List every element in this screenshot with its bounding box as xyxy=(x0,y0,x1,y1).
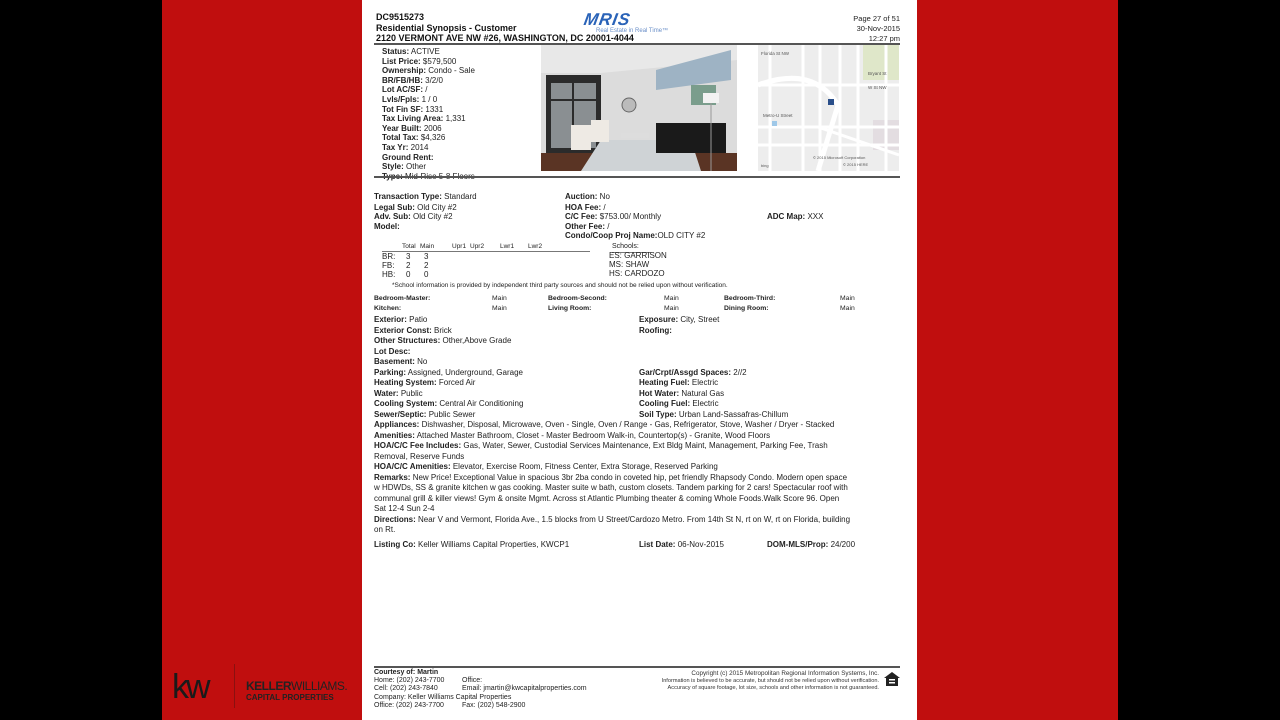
rooms-col-header: Main xyxy=(420,243,435,250)
room-level-value: Main xyxy=(664,304,679,312)
school-item: MS: SHAW xyxy=(609,260,650,269)
school-item: ES: GARRISON xyxy=(609,251,667,260)
property-photo[interactable] xyxy=(541,45,737,171)
svg-text:bing: bing xyxy=(761,163,769,168)
list-date: List Date: 06-Nov-2015 xyxy=(639,540,724,549)
room-level-label: Living Room: xyxy=(548,304,592,312)
brand-subtitle: CAPITAL PROPERTIES xyxy=(246,693,334,702)
rooms-table-row xyxy=(382,270,572,279)
long-field-hoa-includes: HOA/C/C Fee Includes: Gas, Water, Sewer, Custodial Services Maintenance, Ext Bldg Maint, Management, Parking Fee, Trash Removal, Reserve Funds xyxy=(374,441,828,461)
model: Model: xyxy=(374,222,400,231)
summary-field: Tax Living Area: 1,331 xyxy=(382,114,466,124)
long-field-hoa-amenities: HOA/C/C Amenities: Elevator, Exercise Room, Fitness Center, Extra Storage, Reserved Parking xyxy=(374,462,718,471)
report-title: Residential Synopsis - Customer xyxy=(376,23,517,33)
brand-name-light: WILLIAMS. xyxy=(291,679,348,693)
school-item: HS: CARDOZO xyxy=(609,269,665,278)
legal-sub: Legal Sub: Old City #2 xyxy=(374,203,457,212)
property-address: 2120 VERMONT AVE NW #26, WASHINGTON, DC 20001-4044 xyxy=(376,33,634,43)
feature-field: Sewer/Septic: Public Sewer xyxy=(374,409,476,419)
summary-field: Style: Other xyxy=(382,162,427,172)
summary-field: Status: ACTIVE xyxy=(382,47,440,56)
kw-logo: kw xyxy=(172,668,208,706)
rooms-table-header xyxy=(382,242,590,252)
feature-field: Roofing: xyxy=(639,325,672,335)
svg-text:W St NW: W St NW xyxy=(868,85,887,90)
right-red-band xyxy=(917,0,1118,720)
mris-logo xyxy=(584,10,668,34)
feature-field: Exterior Const: Brick xyxy=(374,325,452,335)
schools-list xyxy=(609,251,667,278)
feature-field: Parking: Assigned, Underground, Garage xyxy=(374,367,523,377)
rooms-table xyxy=(382,242,590,279)
hoa-fee: HOA Fee: / xyxy=(565,203,606,212)
courtesy-of: Courtesy of: Martin xyxy=(374,669,439,676)
email-link[interactable]: Email: jmartin@kwcapitalproperties.com xyxy=(462,685,587,693)
room-level-label: Bedroom-Third: xyxy=(724,295,776,302)
rooms-table-row xyxy=(382,252,572,261)
summary-field: Total Tax: $4,326 xyxy=(382,133,446,143)
equal-housing-icon xyxy=(883,671,901,694)
school-disclaimer: *School information is provided by independent third party sources and should not be relied upon without verification. xyxy=(392,282,728,289)
auction: Auction: No xyxy=(565,192,610,201)
mris-tagline: Real Estate in Real Time™ xyxy=(596,28,669,34)
company: Company: Keller Williams Capital Properties xyxy=(374,693,512,701)
feature-field: Lot Desc: xyxy=(374,346,411,356)
room-level-value: Main xyxy=(492,304,507,312)
feature-field: Other Structures: Other,Above Grade xyxy=(374,336,512,345)
footer-rule xyxy=(374,666,900,668)
svg-text:© 2015 Microsoft Corporation: © 2015 Microsoft Corporation xyxy=(813,155,866,160)
listing-co: Listing Co: Keller Williams Capital Properties, KWCP1 xyxy=(374,540,570,549)
mris-logo-text: MRIS xyxy=(582,10,633,29)
listing-page xyxy=(362,0,917,720)
summary-field: Ownership: Condo - Sale xyxy=(382,66,475,76)
rooms-col-header: Lwr1 xyxy=(500,243,515,250)
summary-list xyxy=(382,47,475,181)
copyright: Copyright (c) 2015 Metropolitan Regional Information Systems, Inc. xyxy=(691,670,879,677)
summary-rule xyxy=(374,176,900,178)
transaction-type: Transaction Type: Standard xyxy=(374,192,477,201)
rooms-cell-total: 2 xyxy=(406,261,411,270)
svg-text:© 2015 HERE: © 2015 HERE xyxy=(843,162,869,167)
office-label: Office: xyxy=(462,677,483,684)
feature-field: Soil Type: Urban Land-Sassafras-Chillum xyxy=(639,409,789,419)
cell-phone: Cell: (202) 243-7840 xyxy=(374,685,438,693)
feature-field: Heating Fuel: Electric xyxy=(639,378,719,387)
page-number: Page 27 of 51 xyxy=(853,14,900,23)
rooms-cell-label: HB: xyxy=(382,270,396,279)
disclaimer-2: Accuracy of square footage, lot size, schools and other information is not guaranteed. xyxy=(667,685,879,691)
summary-field: Tax Yr: 2014 xyxy=(382,142,429,152)
room-level-label: Bedroom-Second: xyxy=(548,295,607,302)
schools-header: Schools: xyxy=(612,242,651,253)
map-icon xyxy=(758,45,899,171)
feature-field: Water: Public xyxy=(374,388,423,398)
home-phone: Home: (202) 243-7700 xyxy=(374,677,445,685)
rooms-cell-total: 3 xyxy=(406,252,411,261)
room-level-value: Main xyxy=(840,295,855,302)
feature-field: Exposure: City, Street xyxy=(639,315,720,324)
rooms-col-header: Total xyxy=(402,243,416,250)
feature-field: Cooling Fuel: Electric xyxy=(639,399,719,408)
rooms-table-row xyxy=(382,261,572,270)
summary-field: BR/FB/HB: 3/2/0 xyxy=(382,75,443,85)
long-field-directions: Directions: Near V and Vermont, Florida Ave., 1.5 blocks from U Street/Cardozo Metro. From 14th St N, rt on W, rt on Florida, building on Rt. xyxy=(374,514,851,534)
room-level-value: Main xyxy=(840,304,855,312)
feature-field: Exterior: Patio xyxy=(374,315,428,324)
report-time: 12:27 pm xyxy=(868,34,900,43)
summary-field: Ground Rent: xyxy=(382,152,434,162)
room-level-value: Main xyxy=(664,295,679,302)
report-date: 30-Nov-2015 xyxy=(856,24,900,33)
room-level-label: Bedroom-Master: xyxy=(374,295,431,302)
long-field-remarks: Remarks: New Price! Exceptional Value in spacious 3br 2ba condo in coveted hip, pet friendly Rhapsody Condo. Modern open space w HDWDs, SS & granite kitchen w gas cooking. Master suite w bath, custom closets. Tandem parking for 2 cars! Spectacular roof with communal grill & killer views! Gym & onsite Mgmt. Across st Atlantic Plumbing theater & coming Whole Foods.Walk Score 96. Open Sat 12-4 Sun 2-4 xyxy=(374,472,848,513)
feature-field: Hot Water: Natural Gas xyxy=(639,388,725,398)
svg-text:Metro-U Street: Metro-U Street xyxy=(763,113,793,118)
adv-sub: Adv. Sub: Old City #2 xyxy=(374,212,453,221)
location-map[interactable] xyxy=(758,45,899,171)
brand-name xyxy=(246,679,347,693)
summary-field: Tot Fin SF: 1331 xyxy=(382,104,444,114)
dom-mls-prop: DOM-MLS/Prop: 24/200 xyxy=(767,540,856,549)
office-phone: Office: (202) 243-7700 xyxy=(374,701,444,709)
summary-field: Year Built: 2006 xyxy=(382,123,442,133)
rooms-cell-main: 2 xyxy=(424,261,429,270)
rooms-col-header: Upr1 xyxy=(452,243,467,250)
copyright-block xyxy=(662,670,879,693)
other-fee: Other Fee: / xyxy=(565,222,610,231)
feature-field: Gar/Crpt/Assgd Spaces: 2//2 xyxy=(639,367,747,377)
long-field-appliances: Appliances: Dishwasher, Disposal, Microwave, Oven - Single, Oven / Range - Gas, Refrigerator, Stove, Washer / Dryer - Stacked xyxy=(374,420,835,429)
rooms-cell-label: FB: xyxy=(382,261,395,270)
room-level-label: Dining Room: xyxy=(724,304,769,312)
summary-field: Lot AC/SF: / xyxy=(382,85,428,95)
long-field-amenities: Amenities: Attached Master Bathroom, Closet - Master Bedroom Walk-in, Countertop(s) - Granite, Wood Floors xyxy=(374,430,771,440)
svg-text:Florida St NW: Florida St NW xyxy=(761,51,790,56)
adc-map: ADC Map: XXX xyxy=(767,212,824,221)
rooms-cell-main: 0 xyxy=(424,270,429,279)
summary-field: List Price: $579,500 xyxy=(382,56,457,66)
mls-id: DC9515273 xyxy=(376,12,425,22)
fax: Fax: (202) 548-2900 xyxy=(462,701,526,709)
summary-field: Lvls/Fpls: 1 / 0 xyxy=(382,94,438,104)
condo-proj-name: Condo/Coop Proj Name:OLD CITY #2 xyxy=(565,231,706,240)
cc-fee: C/C Fee: $753.00/ Monthly xyxy=(565,212,662,221)
svg-text:Bryant St: Bryant St xyxy=(868,71,887,76)
logo-divider xyxy=(234,664,235,708)
agent-contact-2 xyxy=(462,677,587,710)
feature-field: Basement: No xyxy=(374,357,428,366)
rooms-cell-main: 3 xyxy=(424,252,429,261)
rooms-col-header: Upr2 xyxy=(470,243,485,250)
feature-field: Cooling System: Central Air Conditioning xyxy=(374,399,524,408)
rooms-cell-label: BR: xyxy=(382,252,396,261)
brand-name-bold: KELLER xyxy=(246,679,291,693)
disclaimer-1: Information is believed to be accurate, but should not be relied upon without verification. xyxy=(661,677,879,684)
rooms-cell-total: 0 xyxy=(406,270,411,279)
room-level-label: Kitchen: xyxy=(374,304,402,312)
rooms-col-header: Lwr2 xyxy=(528,243,543,250)
long-fields xyxy=(374,420,854,536)
room-level-value: Main xyxy=(492,295,507,302)
left-red-band xyxy=(162,0,362,720)
features-left xyxy=(374,315,523,420)
feature-field: Heating System: Forced Air xyxy=(374,378,476,387)
living-room-photo-icon xyxy=(541,45,737,171)
